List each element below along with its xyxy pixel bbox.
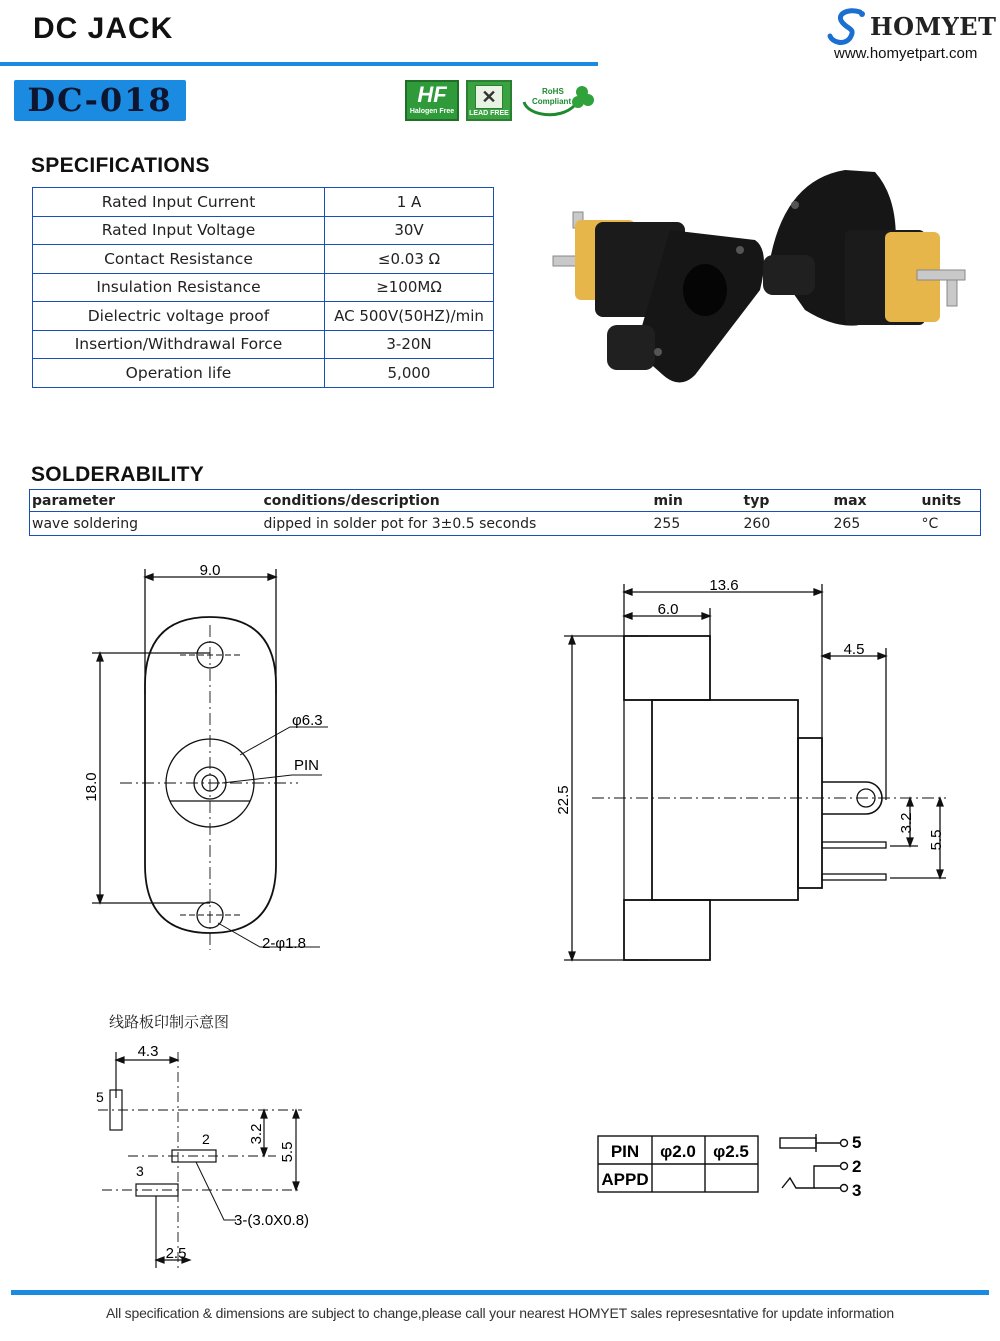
rohs-leaf-icon — [520, 80, 594, 121]
brand-s-icon — [826, 8, 870, 48]
table-row — [33, 216, 494, 245]
pcb-layout-drawing — [88, 1036, 328, 1272]
specifications-heading: SPECIFICATIONS — [31, 154, 210, 177]
table-cell: 255 — [653, 515, 681, 532]
pcb-pin2-label: 2 — [202, 1131, 210, 1147]
table-cell: 260 — [743, 515, 771, 532]
lead-free-cross-icon: ✕ — [475, 85, 503, 109]
connector-left-illustration — [553, 212, 764, 383]
table-cell: wave soldering — [32, 515, 139, 532]
dim-pin-spacing-b: 5.5 — [928, 829, 945, 851]
model-number: DC-018 — [27, 81, 173, 119]
pin-table-header: φ2.5 — [713, 1142, 749, 1161]
spec-label: Rated Input Voltage — [33, 216, 325, 245]
dim-holes: 2-φ1.8 — [262, 935, 306, 952]
title-divider — [0, 62, 598, 66]
table-row — [33, 245, 494, 274]
spec-label: Contact Resistance — [33, 245, 325, 274]
page-title: DC JACK — [33, 12, 174, 45]
schematic-pin-3: 3 — [852, 1181, 862, 1200]
rohs-compliant-text: Compliant — [532, 97, 572, 106]
pcb-dim-top: 4.3 — [137, 1043, 159, 1060]
connector-right-illustration — [763, 170, 965, 326]
dim-bore: φ6.3 — [292, 712, 323, 729]
pin-table-header: φ2.0 — [660, 1142, 696, 1161]
column-header: parameter — [30, 490, 262, 512]
pin-table-row-label: APPD — [601, 1170, 649, 1189]
spec-label: Rated Input Current — [33, 188, 325, 217]
pcb-dim-bottom: 2.5 — [165, 1245, 187, 1262]
dim-height: 18.0 — [83, 772, 100, 802]
product-photo — [545, 160, 985, 435]
spec-value: 5,000 — [325, 359, 494, 388]
lead-free-badge — [466, 80, 512, 121]
schematic-pin-2: 2 — [852, 1157, 862, 1176]
halogen-free-label: Halogen Free — [409, 108, 455, 115]
pin-table — [596, 1128, 876, 1200]
footer-divider — [11, 1290, 989, 1295]
column-header: min — [652, 490, 742, 512]
dim-width: 9.0 — [199, 562, 221, 579]
table-cell: dipped in solder pot for 3±0.5 seconds — [263, 515, 537, 532]
table-row — [30, 512, 981, 536]
side-view-drawing — [548, 568, 958, 968]
column-header: units — [920, 490, 981, 512]
lead-free-label: LEAD FREE — [469, 110, 509, 117]
pin-table-header: PIN — [610, 1142, 640, 1161]
rohs-text: RoHS — [542, 87, 564, 96]
rohs-badge — [520, 80, 594, 121]
column-header: conditions/description — [262, 490, 652, 512]
table-header-row — [30, 490, 981, 512]
table-cell: °C — [921, 515, 939, 532]
halogen-free-badge — [405, 80, 459, 121]
table-row — [33, 359, 494, 388]
spec-value: ≥100MΩ — [325, 273, 494, 302]
spec-label: Insulation Resistance — [33, 273, 325, 302]
pcb-pin5-label: 5 — [96, 1089, 104, 1105]
table-row — [33, 330, 494, 359]
spec-label: Insertion/Withdrawal Force — [33, 330, 325, 359]
spec-value: ≤0.03 Ω — [325, 245, 494, 274]
table-row — [33, 273, 494, 302]
table-row — [33, 188, 494, 217]
brand-url[interactable]: www.homyetpart.com — [834, 45, 978, 62]
brand-name: HOMYET — [870, 12, 997, 41]
spec-label: Operation life — [33, 359, 325, 388]
dim-pin-spacing-a: 3.2 — [898, 812, 915, 834]
dim-pin-length: 4.5 — [843, 641, 865, 658]
pcb-pin3-label: 3 — [136, 1163, 144, 1179]
table-row — [33, 302, 494, 331]
solderability-heading: SOLDERABILITY — [31, 463, 205, 486]
schematic-pin-5: 5 — [852, 1133, 862, 1152]
spec-value: 30V — [325, 216, 494, 245]
front-view-drawing — [70, 555, 370, 965]
pcb-slot-note: 3-(3.0X0.8) — [234, 1212, 310, 1229]
table-cell: 265 — [833, 515, 861, 532]
specifications-table — [32, 187, 494, 388]
solderability-table — [29, 489, 981, 536]
pin-label: PIN — [294, 757, 320, 774]
spec-label: Dielectric voltage proof — [33, 302, 325, 331]
pcb-dim-a: 3.2 — [248, 1123, 265, 1145]
dim-overall-length: 13.6 — [709, 577, 739, 594]
hf-icon: HF — [417, 82, 447, 107]
spec-value: 3-20N — [325, 330, 494, 359]
column-header: max — [832, 490, 920, 512]
spec-value: AC 500V(50HZ)/min — [325, 302, 494, 331]
pcb-dim-b: 5.5 — [279, 1141, 296, 1163]
spec-value: 1 A — [325, 188, 494, 217]
brand-logo — [826, 8, 996, 64]
footer-note: All specification & dimensions are subject to change,please call your nearest HOMYET sales represesntative for update information — [106, 1305, 894, 1321]
dim-side-height: 22.5 — [555, 785, 572, 815]
pcb-layout-title: 线路板印制示意图 — [109, 1014, 230, 1031]
column-header: typ — [742, 490, 832, 512]
model-label — [14, 80, 186, 121]
dim-body-length: 6.0 — [657, 601, 679, 618]
